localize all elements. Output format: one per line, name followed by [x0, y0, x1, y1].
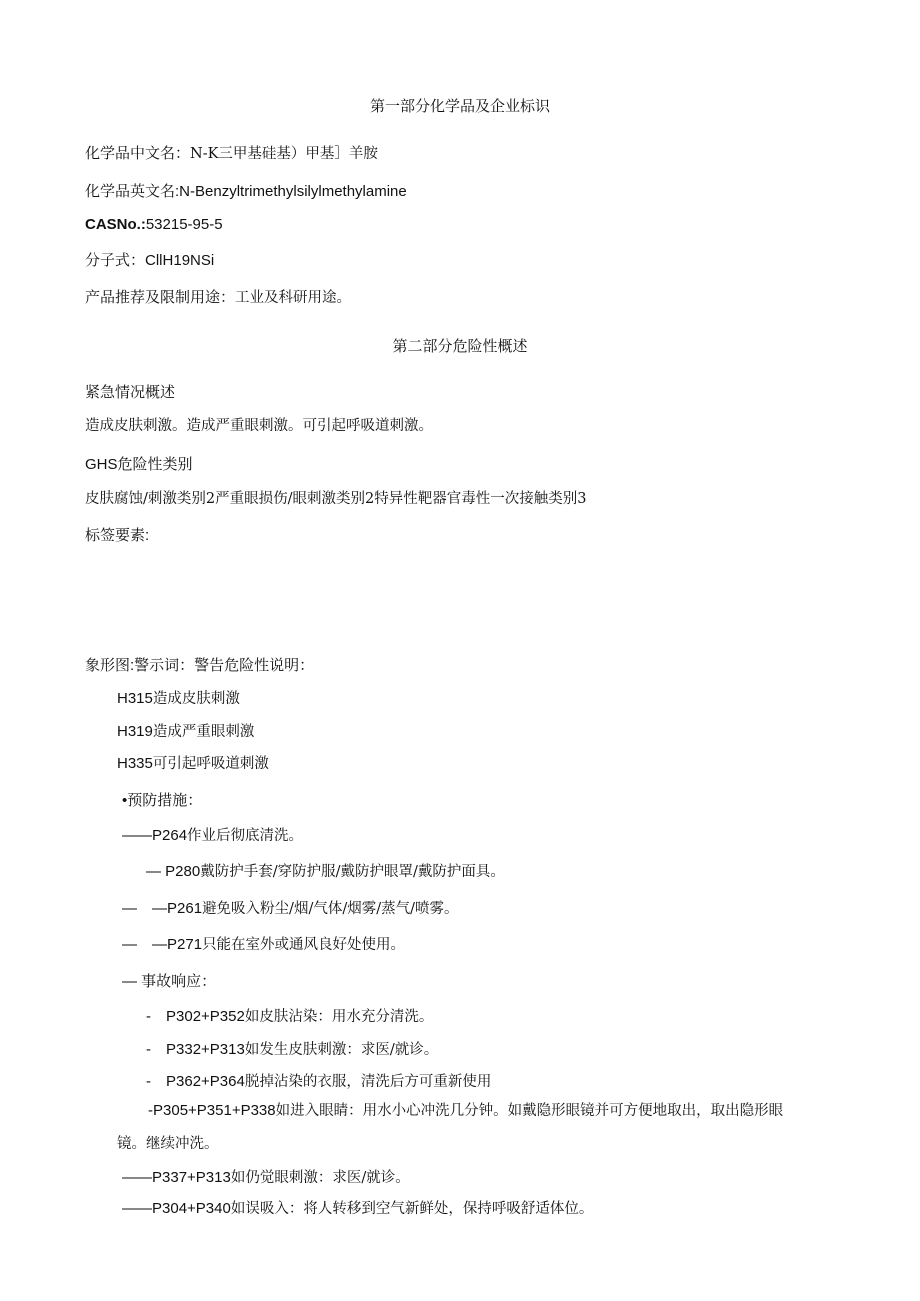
- dash-prefix: -: [148, 1102, 153, 1119]
- usage-label: 产品推荐及限制用途：: [85, 289, 236, 306]
- prevention-item: [146, 862, 505, 882]
- dash-prefix: ——: [122, 1200, 152, 1217]
- p-code: P261: [167, 900, 203, 917]
- dash-prefix: — —: [122, 900, 168, 917]
- p-code: P332+P313: [166, 1041, 245, 1058]
- prevention-item: [122, 935, 405, 955]
- hazard-item: [117, 722, 254, 742]
- dash-prefix: -: [146, 1041, 166, 1058]
- en-name-row: [85, 182, 407, 202]
- response-item: [146, 1072, 491, 1092]
- p-code: P337+P313: [152, 1169, 231, 1186]
- emergency-text: 造成皮肤刺激。造成严重眼刺激。可引起呼吸道刺激。: [85, 418, 433, 434]
- cn-name-value: N-K三甲基硅基）甲基］羊胺: [190, 146, 378, 162]
- en-name-value: N-Benzyltrimethylsilylmethylamine: [179, 183, 407, 200]
- label-elements: 标签要素:: [85, 527, 150, 544]
- response-heading: — 事故响应：: [122, 973, 217, 990]
- prevention-item: [122, 899, 459, 919]
- p-text: 如仍觉眼刺激：求医/就诊。: [230, 1170, 410, 1186]
- p-code: P302+P352: [166, 1008, 245, 1025]
- dash-prefix: ——: [122, 827, 152, 844]
- p-code: P305+P351+P338: [153, 1102, 276, 1119]
- hazard-item: [117, 689, 240, 709]
- pictogram-line: 象形图:警示词：警告危险性说明：: [85, 657, 315, 674]
- prevention-heading: •预防措施：: [122, 792, 203, 809]
- hazard-text: 造成皮肤刺激: [152, 691, 240, 707]
- p-code: P264: [152, 827, 188, 844]
- en-name-label: 化学品英文名:: [85, 183, 180, 200]
- cn-name-label: 化学品中文名：: [85, 145, 191, 162]
- ghs-text: 皮肤腐蚀/刺激类别2严重眼损伤/眼刺激类别2特异性靶器官毒性一次接触类别3: [85, 491, 587, 507]
- formula-value: CllH19NSi: [145, 252, 215, 269]
- emergency-heading: 紧急情况概述: [85, 384, 176, 401]
- section2-title: 第二部分危险性概述: [392, 338, 528, 355]
- p-text: 作业后彻底清洗。: [187, 828, 304, 844]
- cas-value: 53215-95-5: [145, 216, 223, 233]
- p-text: 戴防护手套/穿防护服/戴防护眼罩/戴防护面具。: [200, 864, 505, 880]
- formula-row: [85, 251, 214, 271]
- p-text: 如皮肤沾染：用水充分清洗。: [244, 1009, 434, 1025]
- p-code: P280: [165, 863, 201, 880]
- hazard-item: [117, 754, 269, 774]
- hazard-text: 可引起呼吸道刺激: [152, 756, 269, 772]
- dash-prefix: — —: [122, 936, 168, 953]
- dash-prefix: —: [146, 863, 166, 880]
- dash-prefix: -: [146, 1008, 166, 1025]
- response-item: [122, 1199, 593, 1219]
- response-item: [122, 1168, 410, 1188]
- p-code: P362+P364: [166, 1073, 245, 1090]
- ghs-heading: GHS危险性类别: [85, 456, 193, 473]
- response-item: [146, 1040, 438, 1060]
- hazard-code: H335: [117, 755, 153, 772]
- dash-prefix: ——: [122, 1169, 152, 1186]
- p-text: 镜。继续冲洗。: [117, 1136, 219, 1152]
- hazard-text: 造成严重眼刺激: [152, 724, 255, 740]
- usage-row: [85, 288, 351, 308]
- usage-value: 工业及科研用途。: [235, 290, 352, 306]
- hazard-code: H315: [117, 690, 153, 707]
- cn-name-row: [85, 144, 378, 164]
- cas-row: [85, 215, 223, 235]
- p-text: 如进入眼睛：用水小心冲洗几分钟。如戴隐形眼镜并可方便地取出，取出隐形眼: [275, 1103, 784, 1119]
- p-text: 如发生皮肤刺激：求医/就诊。: [244, 1042, 439, 1058]
- response-item: [148, 1101, 783, 1121]
- prevention-item: [122, 826, 303, 846]
- p-text: 如误吸入：将人转移到空气新鲜处，保持呼吸舒适体位。: [230, 1201, 594, 1217]
- p-text: 避免吸入粉尘/烟/气体/烟雾/蒸气/喷雾。: [202, 901, 459, 917]
- dash-prefix: -: [146, 1073, 166, 1090]
- p-text: 只能在室外或通风良好处使用。: [202, 937, 406, 953]
- section1-title: 第一部分化学品及企业标识: [369, 98, 550, 115]
- response-item: [146, 1007, 433, 1027]
- p-text: 脱掉沾染的衣服，清洗后方可重新使用: [244, 1074, 492, 1090]
- p-code: P271: [167, 936, 203, 953]
- hazard-code: H319: [117, 723, 153, 740]
- cas-label: CASNo.:: [85, 216, 146, 233]
- formula-label: 分子式：: [85, 252, 146, 269]
- p-code: P304+P340: [152, 1200, 231, 1217]
- response-item-continued: [117, 1134, 219, 1154]
